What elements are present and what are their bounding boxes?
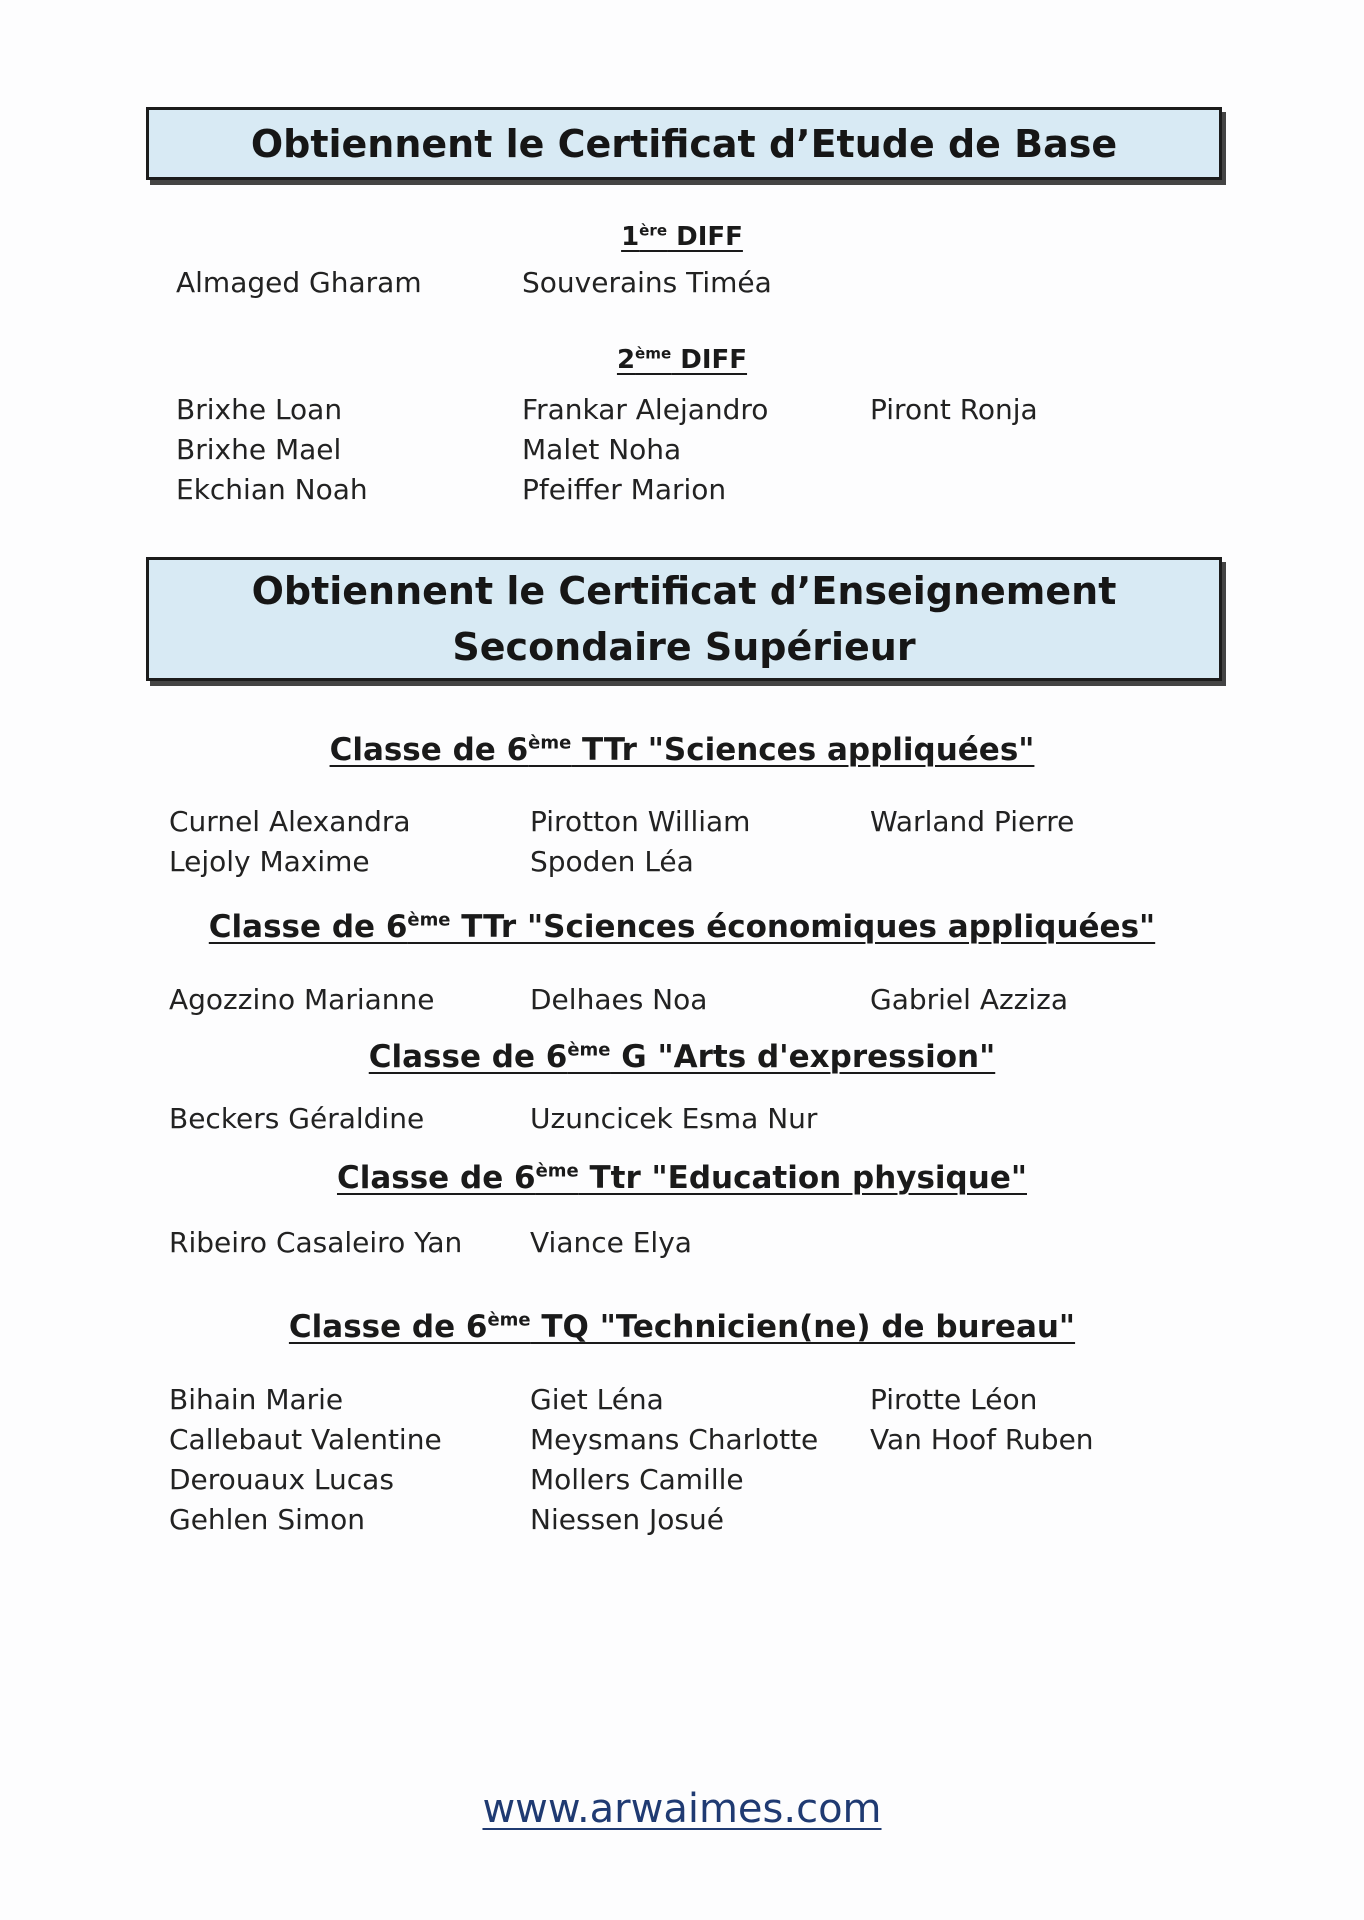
student-name: Piront Ronja: [870, 393, 1038, 426]
heading-2eme-diff: 2ème DIFF: [616, 344, 748, 375]
banner-title: Obtiennent le Certificat d’Etude de Base: [250, 121, 1118, 166]
student-name: Lejoly Maxime: [169, 845, 370, 878]
student-name: Spoden Léa: [530, 845, 694, 878]
student-name: Viance Elya: [530, 1226, 692, 1259]
student-name: Gehlen Simon: [169, 1503, 366, 1536]
student-name: Souverains Timéa: [522, 266, 772, 299]
student-name: Agozzino Marianne: [169, 983, 435, 1016]
banner-title-line1: Obtiennent le Certificat d’Enseignement: [251, 569, 1117, 613]
student-name: Brixhe Loan: [176, 393, 343, 426]
student-name: Brixhe Mael: [176, 433, 342, 466]
student-name: Curnel Alexandra: [169, 805, 411, 838]
student-name: Beckers Géraldine: [169, 1102, 425, 1135]
class-heading: Classe de 6ème TQ "Technicien(ne) de bureau": [288, 1309, 1076, 1345]
student-name: Van Hoof Ruben: [870, 1423, 1094, 1456]
student-name: Pirotte Léon: [870, 1383, 1038, 1416]
student-name: Meysmans Charlotte: [530, 1423, 819, 1456]
class-heading: Classe de 6ème Ttr "Education physique": [336, 1160, 1027, 1196]
student-name: Mollers Camille: [530, 1463, 744, 1496]
banner-title-line2: Secondaire Supérieur: [452, 625, 916, 669]
class-heading: Classe de 6ème G "Arts d'expression": [368, 1039, 996, 1075]
heading-1ere-diff: 1ère DIFF: [621, 221, 743, 252]
student-name: Uzuncicek Esma Nur: [530, 1102, 818, 1135]
section-banner-ceb: [146, 107, 1222, 180]
student-name: Niessen Josué: [530, 1503, 724, 1536]
student-name: Pirotton William: [530, 805, 751, 838]
student-name: Ribeiro Casaleiro Yan: [169, 1226, 463, 1259]
class-heading: Classe de 6ème TTr "Sciences appliquées": [329, 732, 1035, 768]
student-name: Warland Pierre: [870, 805, 1075, 838]
student-name: Frankar Alejandro: [522, 393, 769, 426]
student-name: Almaged Gharam: [176, 266, 422, 299]
student-name: Delhaes Noa: [530, 983, 708, 1016]
student-name: Ekchian Noah: [176, 473, 368, 506]
student-name: Pfeiffer Marion: [522, 473, 727, 506]
student-name: Gabriel Azziza: [870, 983, 1069, 1016]
student-name: Malet Noha: [522, 433, 682, 466]
student-name: Derouaux Lucas: [169, 1463, 394, 1496]
student-name: Bihain Marie: [169, 1383, 344, 1416]
section-banner-cess: [146, 557, 1222, 681]
class-heading: Classe de 6ème TTr "Sciences économiques appliquées": [208, 909, 1156, 945]
student-name: Callebaut Valentine: [169, 1423, 442, 1456]
student-name: Giet Léna: [530, 1383, 664, 1416]
footer-website-link[interactable]: www.arwaimes.com: [482, 1786, 882, 1832]
